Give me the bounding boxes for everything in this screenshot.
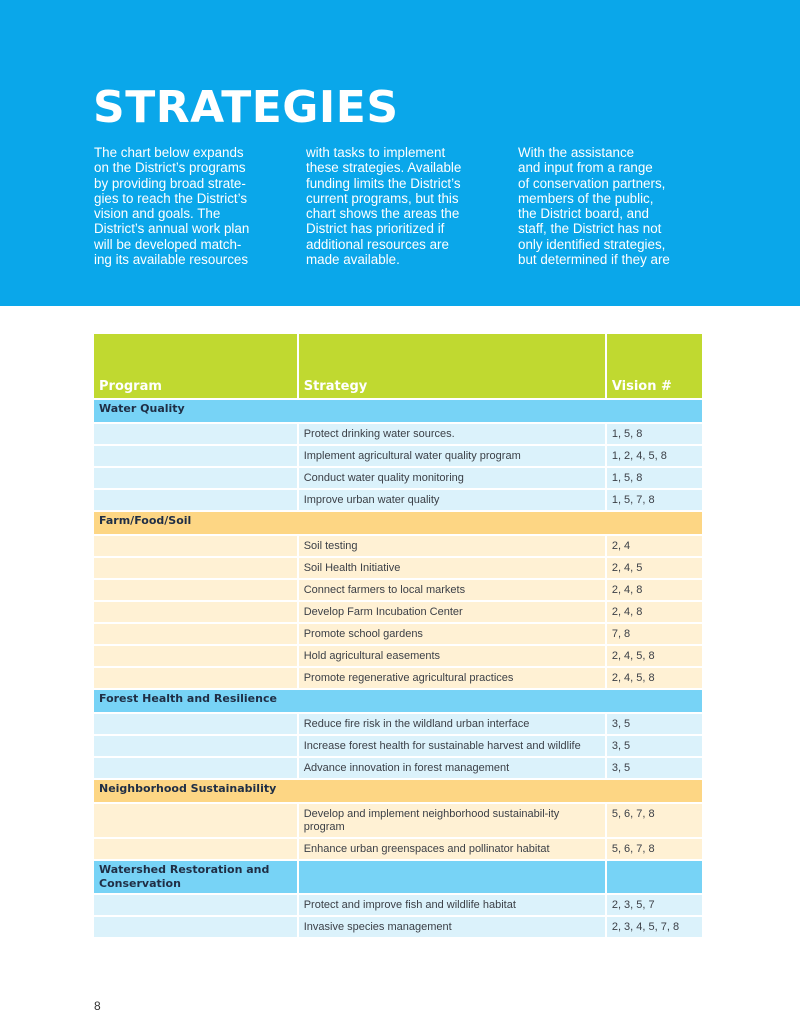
table-row — [94, 758, 702, 778]
program-cell — [94, 580, 297, 600]
intro-text-column-1: The chart below expands on the District’s programs by providing broad strate- gies to reach the District’s vision and goals. The District’s annual work plan will be developed match- ing its available resources — [94, 145, 250, 268]
program-cell — [94, 490, 297, 510]
program-cell — [94, 468, 297, 488]
intro-text-column-2: with tasks to implement these strategies. Available funding limits the District’s current programs, but this chart shows the areas the District has prioritized if additional resources are made available. — [306, 145, 462, 268]
vision-cell: 1, 5, 8 — [607, 424, 702, 444]
vision-cell: 2, 3, 4, 5, 7, 8 — [607, 917, 702, 937]
table-row — [94, 714, 702, 734]
strategy-cell: Soil Health Initiative — [299, 558, 605, 578]
program-cell — [94, 668, 297, 688]
program-cell — [94, 917, 297, 937]
header-strategy: Strategy — [299, 334, 605, 398]
section-title: Forest Health and Resilience — [94, 690, 702, 712]
strategy-cell: Reduce fire risk in the wildland urban interface — [299, 714, 605, 734]
table-body — [94, 400, 702, 937]
vision-cell: 2, 4, 5, 8 — [607, 646, 702, 666]
page-title: STRATEGIES — [93, 82, 399, 133]
section-title: Water Quality — [94, 400, 702, 422]
program-cell — [94, 424, 297, 444]
program-cell — [94, 804, 297, 837]
strategy-cell: Develop and implement neighborhood sustainabil-ity program — [299, 804, 605, 837]
strategy-cell: Promote school gardens — [299, 624, 605, 644]
vision-cell: 7, 8 — [607, 624, 702, 644]
vision-cell: 2, 3, 5, 7 — [607, 895, 702, 915]
vision-cell: 2, 4, 8 — [607, 580, 702, 600]
vision-cell: 5, 6, 7, 8 — [607, 839, 702, 859]
program-cell — [94, 558, 297, 578]
section-row — [94, 861, 702, 893]
header-program: Program — [94, 334, 297, 398]
strategy-cell: Protect drinking water sources. — [299, 424, 605, 444]
table-row — [94, 468, 702, 488]
strategy-cell: Hold agricultural easements — [299, 646, 605, 666]
program-cell — [94, 602, 297, 622]
strategy-cell: Promote regenerative agricultural practices — [299, 668, 605, 688]
program-cell — [94, 536, 297, 556]
vision-cell: 1, 5, 7, 8 — [607, 490, 702, 510]
vision-cell: 2, 4, 5, 8 — [607, 668, 702, 688]
table-row — [94, 446, 702, 466]
section-title: Neighborhood Sustainability — [94, 780, 702, 802]
table-row — [94, 580, 702, 600]
section-filler — [607, 861, 702, 893]
program-cell — [94, 646, 297, 666]
strategy-cell: Develop Farm Incubation Center — [299, 602, 605, 622]
strategy-cell: Enhance urban greenspaces and pollinator habitat — [299, 839, 605, 859]
strategy-cell: Protect and improve fish and wildlife habitat — [299, 895, 605, 915]
table-row — [94, 602, 702, 622]
section-title: Watershed Restoration and Conservation — [94, 861, 297, 893]
vision-cell: 1, 2, 4, 5, 8 — [607, 446, 702, 466]
program-cell — [94, 446, 297, 466]
vision-cell: 3, 5 — [607, 714, 702, 734]
table-row — [94, 804, 702, 837]
vision-cell: 1, 5, 8 — [607, 468, 702, 488]
strategy-cell: Conduct water quality monitoring — [299, 468, 605, 488]
strategy-cell: Advance innovation in forest management — [299, 758, 605, 778]
section-title: Farm/Food/Soil — [94, 512, 702, 534]
table-row — [94, 917, 702, 937]
table-row — [94, 490, 702, 510]
program-cell — [94, 758, 297, 778]
table-row — [94, 536, 702, 556]
program-cell — [94, 736, 297, 756]
header-vision: Vision # — [607, 334, 702, 398]
strategy-cell: Connect farmers to local markets — [299, 580, 605, 600]
strategies-table — [92, 332, 704, 939]
strategy-cell: Increase forest health for sustainable harvest and wildlife — [299, 736, 605, 756]
table-row — [94, 839, 702, 859]
strategy-cell: Soil testing — [299, 536, 605, 556]
table-row — [94, 624, 702, 644]
strategy-cell: Implement agricultural water quality program — [299, 446, 605, 466]
program-cell — [94, 895, 297, 915]
strategy-cell: Improve urban water quality — [299, 490, 605, 510]
vision-cell: 3, 5 — [607, 758, 702, 778]
program-cell — [94, 714, 297, 734]
header-banner — [0, 0, 800, 306]
section-row — [94, 400, 702, 422]
vision-cell: 2, 4, 8 — [607, 602, 702, 622]
program-cell — [94, 839, 297, 859]
strategy-cell: Invasive species management — [299, 917, 605, 937]
table-row — [94, 736, 702, 756]
vision-cell: 2, 4 — [607, 536, 702, 556]
program-cell — [94, 624, 297, 644]
table-row — [94, 895, 702, 915]
section-row — [94, 690, 702, 712]
page-number: 8 — [94, 999, 101, 1013]
intro-text-column-3: With the assistance and input from a range of conservation partners, members of the public, the District board, and staff, the District has not only identified strategies, but determined if they are — [518, 145, 670, 268]
table-row — [94, 424, 702, 444]
vision-cell: 5, 6, 7, 8 — [607, 804, 702, 837]
vision-cell: 3, 5 — [607, 736, 702, 756]
table-header-row — [94, 334, 702, 398]
section-row — [94, 512, 702, 534]
section-filler — [299, 861, 605, 893]
table-row — [94, 646, 702, 666]
table-row — [94, 558, 702, 578]
section-row — [94, 780, 702, 802]
table-row — [94, 668, 702, 688]
vision-cell: 2, 4, 5 — [607, 558, 702, 578]
